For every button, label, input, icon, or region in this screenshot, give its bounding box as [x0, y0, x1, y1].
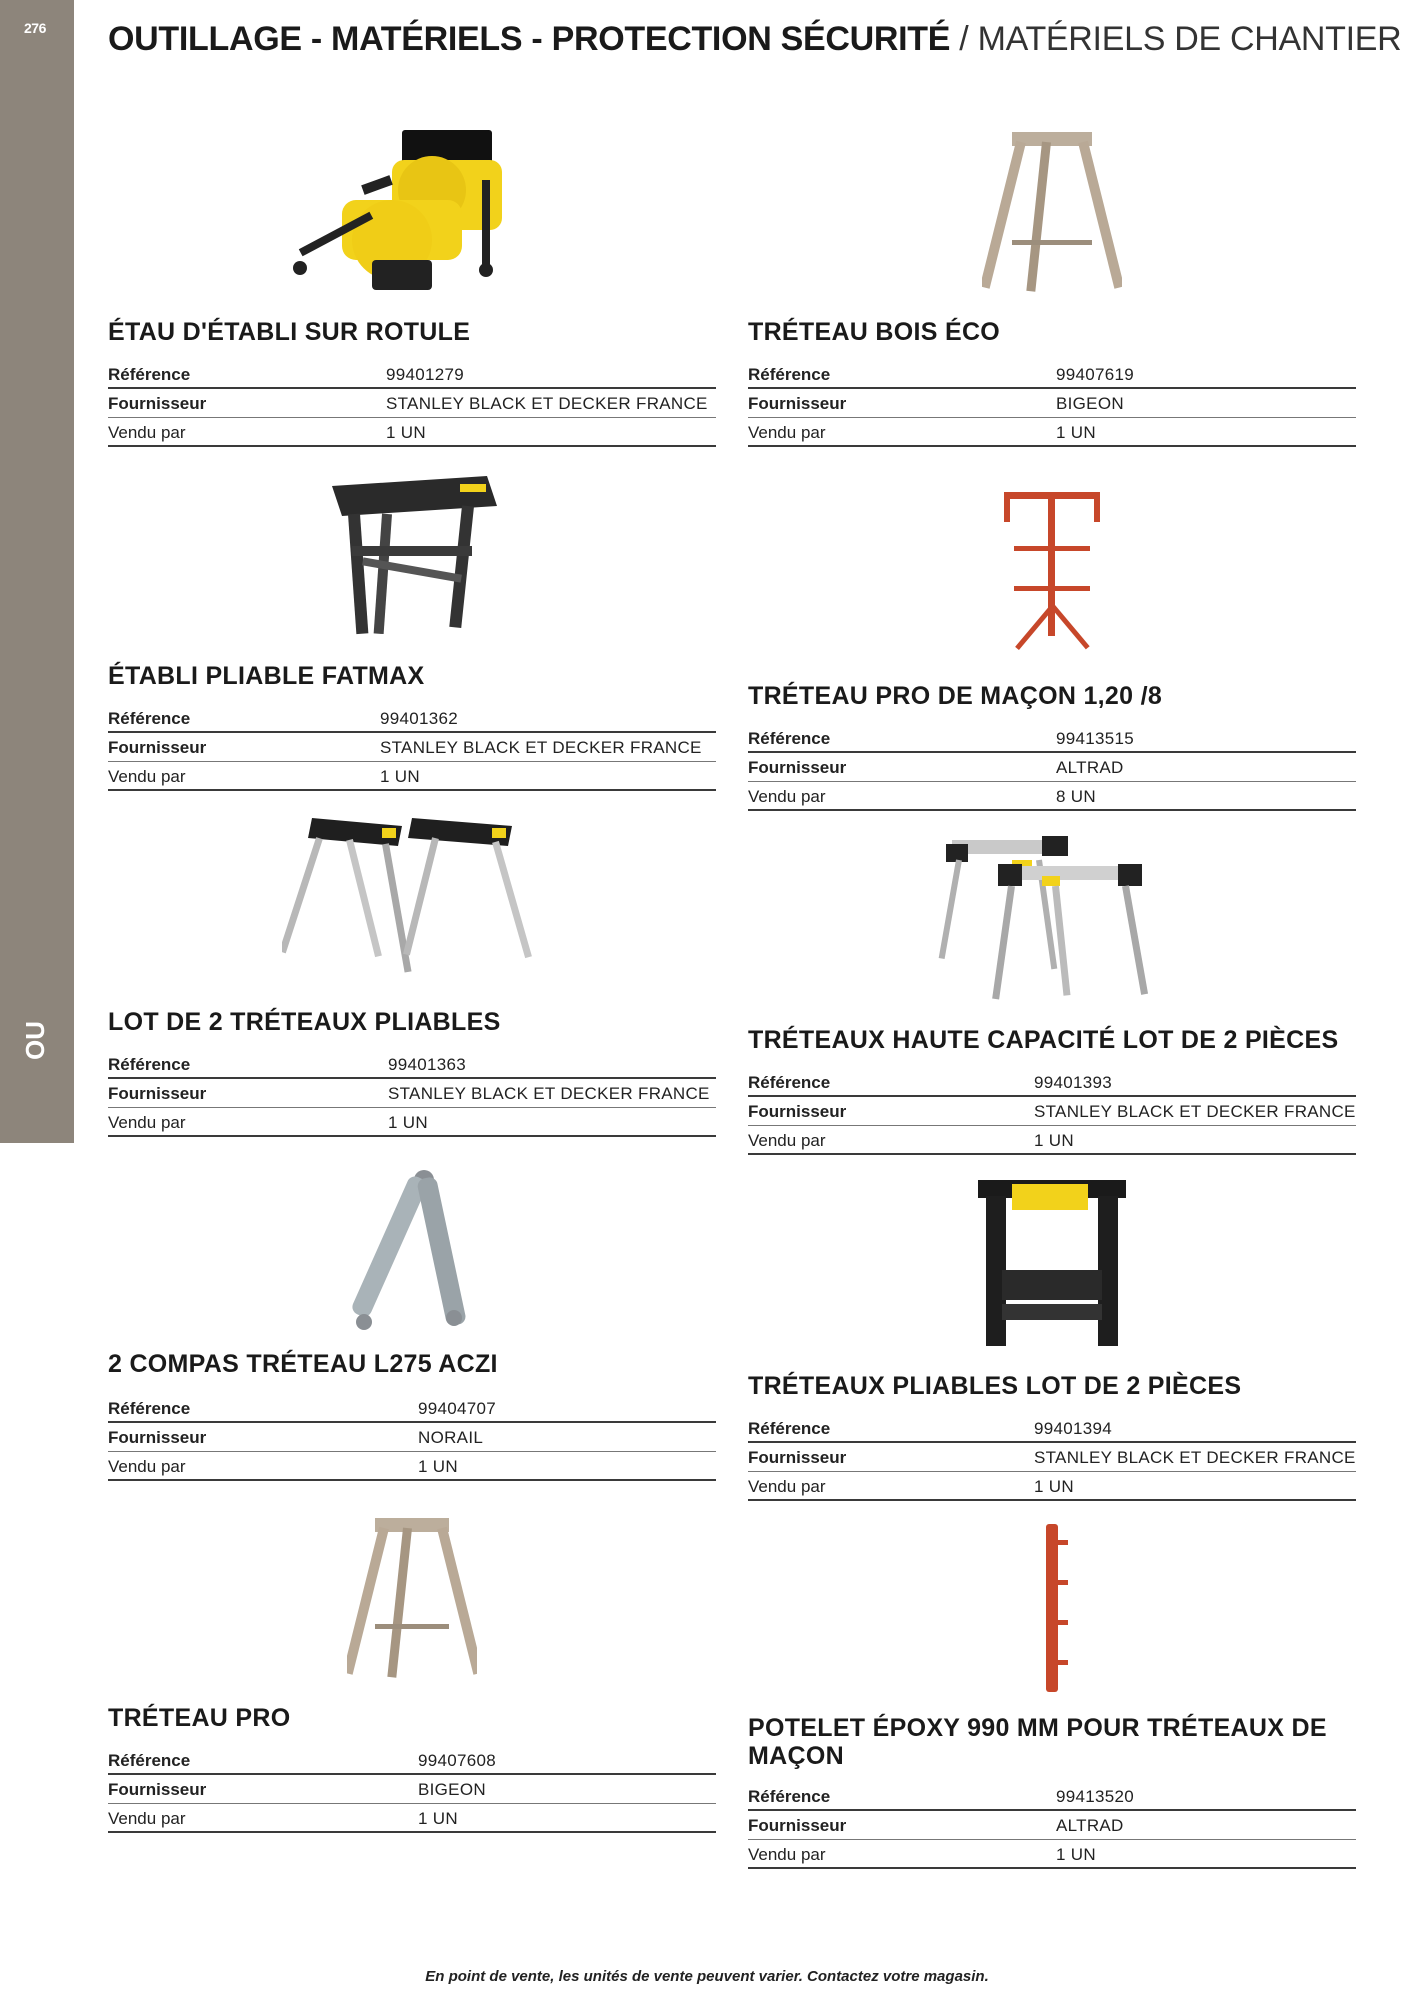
spec-row-supplier [748, 1097, 1356, 1126]
spec-table [108, 360, 716, 447]
spec-table [108, 1050, 716, 1137]
spec-value-reference: 99401362 [380, 709, 459, 728]
spec-row-supplier [108, 389, 716, 418]
product-title: TRÉTEAU PRO [108, 1704, 291, 1732]
spec-row-supplier [108, 1423, 716, 1452]
plastic-folding-trestle-icon [748, 1176, 1356, 1351]
spec-label: Référence [748, 1419, 831, 1438]
spec-label: Vendu par [748, 787, 826, 806]
spec-value-supplier: STANLEY BLACK ET DECKER FRANCE [380, 738, 702, 757]
spec-value-supplier: ALTRAD [1056, 1816, 1124, 1835]
spec-label: Référence [108, 1751, 191, 1770]
spec-label: Fournisseur [748, 1816, 847, 1835]
spec-row-sold-by [748, 418, 1356, 447]
product-card [108, 1164, 716, 1494]
spec-row-reference [108, 1050, 716, 1079]
spec-label: Référence [108, 709, 191, 728]
spec-value-supplier: STANLEY BLACK ET DECKER FRANCE [1034, 1448, 1356, 1467]
wooden-trestle-icon [748, 120, 1356, 300]
bench-vise-icon [108, 120, 716, 300]
spec-label: Vendu par [108, 1113, 186, 1132]
spec-row-reference [108, 1746, 716, 1775]
product-title: POTELET ÉPOXY 990 MM POUR TRÉTEAUX DE MAÇON [748, 1714, 1327, 1770]
spec-label: Fournisseur [108, 738, 207, 757]
product-title: ÉTABLI PLIABLE FATMAX [108, 662, 425, 690]
spec-value-sold-by: 1 UN [388, 1113, 428, 1132]
mason-trestle-icon [748, 486, 1356, 661]
spec-table [748, 1782, 1356, 1869]
spec-value-reference: 99401393 [1034, 1073, 1113, 1092]
spec-row-supplier [108, 733, 716, 762]
spec-value-reference: 99413515 [1056, 729, 1135, 748]
product-title: TRÉTEAUX PLIABLES LOT DE 2 PIÈCES [748, 1372, 1242, 1400]
product-title: LOT DE 2 TRÉTEAUX PLIABLES [108, 1008, 501, 1036]
spec-row-reference [748, 360, 1356, 389]
product-card [748, 486, 1356, 816]
product-title: TRÉTEAUX HAUTE CAPACITÉ LOT DE 2 PIÈCES [748, 1026, 1339, 1054]
spec-value-sold-by: 8 UN [1056, 787, 1096, 806]
product-title: TRÉTEAU PRO DE MAÇON 1,20 /8 [748, 682, 1163, 710]
page-title-sub: / MATÉRIELS DE CHANTIER [950, 20, 1402, 58]
spec-label: Fournisseur [748, 758, 847, 777]
spec-row-reference [748, 724, 1356, 753]
spec-label: Vendu par [108, 767, 186, 786]
side-bar [0, 0, 74, 1143]
spec-value-reference: 99401363 [388, 1055, 467, 1074]
spec-value-sold-by: 1 UN [386, 423, 426, 442]
product-title: 2 COMPAS TRÉTEAU L275 ACZI [108, 1350, 498, 1378]
spec-row-sold-by [108, 1452, 716, 1481]
spec-table [108, 1394, 716, 1481]
spec-label: Référence [108, 365, 191, 384]
spec-value-supplier: ALTRAD [1056, 758, 1124, 777]
spec-label: Référence [748, 1787, 831, 1806]
spec-label: Référence [748, 729, 831, 748]
spec-value-reference: 99404707 [418, 1399, 497, 1418]
product-card [108, 812, 716, 1142]
spec-row-sold-by [748, 1126, 1356, 1155]
spec-label: Fournisseur [108, 1428, 207, 1447]
spec-table [748, 1414, 1356, 1501]
spec-label: Vendu par [748, 1845, 826, 1864]
spec-value-sold-by: 1 UN [1034, 1131, 1074, 1150]
spec-row-reference [108, 360, 716, 389]
spec-row-supplier [108, 1775, 716, 1804]
spec-value-supplier: BIGEON [1056, 394, 1124, 413]
spec-label: Vendu par [748, 423, 826, 442]
spec-row-supplier [748, 389, 1356, 418]
spec-row-sold-by [108, 762, 716, 791]
spec-value-sold-by: 1 UN [380, 767, 420, 786]
spec-value-reference: 99401394 [1034, 1419, 1113, 1438]
spec-row-sold-by [748, 1840, 1356, 1869]
spec-value-supplier: STANLEY BLACK ET DECKER FRANCE [388, 1084, 710, 1103]
spec-row-supplier [748, 1811, 1356, 1840]
spec-label: Référence [108, 1055, 191, 1074]
spec-row-reference [108, 704, 716, 733]
spec-label: Référence [748, 365, 831, 384]
page-title [108, 20, 1401, 59]
footer-note: En point de vente, les unités de vente peuvent varier. Contactez votre magasin. [425, 1968, 989, 1985]
page-number: 276 [24, 20, 46, 36]
spec-label: Fournisseur [748, 1102, 847, 1121]
spec-table [748, 360, 1356, 447]
spec-value-supplier: BIGEON [418, 1780, 486, 1799]
spec-value-reference: 99401279 [386, 365, 465, 384]
spec-value-sold-by: 1 UN [418, 1457, 458, 1476]
spec-value-reference: 99413520 [1056, 1787, 1135, 1806]
product-card [748, 1520, 1356, 1880]
folding-workbench-icon [108, 466, 716, 641]
product-title: ÉTAU D'ÉTABLI SUR ROTULE [108, 318, 471, 346]
spec-row-sold-by [108, 1108, 716, 1137]
spec-row-sold-by [108, 418, 716, 447]
spec-label: Fournisseur [108, 1084, 207, 1103]
spec-label: Vendu par [748, 1131, 826, 1150]
spec-label: Référence [748, 1073, 831, 1092]
spec-row-reference [748, 1782, 1356, 1811]
spec-table [108, 1746, 716, 1833]
spec-label: Fournisseur [748, 394, 847, 413]
spec-label: Vendu par [108, 1457, 186, 1476]
spec-row-supplier [748, 1443, 1356, 1472]
section-tab: OU [20, 1021, 50, 1060]
spec-value-sold-by: 1 UN [1056, 423, 1096, 442]
spec-label: Vendu par [108, 423, 186, 442]
spec-label: Vendu par [108, 1809, 186, 1828]
product-title: TRÉTEAU BOIS ÉCO [748, 318, 1001, 346]
spec-label: Référence [108, 1399, 191, 1418]
product-card [748, 830, 1356, 1160]
spec-row-reference [108, 1394, 716, 1423]
spec-row-sold-by [108, 1804, 716, 1833]
spec-value-sold-by: 1 UN [1034, 1477, 1074, 1496]
spec-value-sold-by: 1 UN [1056, 1845, 1096, 1864]
spec-label: Fournisseur [108, 394, 207, 413]
spec-row-supplier [748, 753, 1356, 782]
product-card [748, 120, 1356, 450]
spec-value-supplier: STANLEY BLACK ET DECKER FRANCE [1034, 1102, 1356, 1121]
product-card [108, 466, 716, 796]
spec-label: Vendu par [748, 1477, 826, 1496]
spec-value-reference: 99407608 [418, 1751, 497, 1770]
spec-value-supplier: NORAIL [418, 1428, 484, 1447]
spec-label: Fournisseur [748, 1448, 847, 1467]
folding-sawhorses-icon [108, 812, 716, 987]
spec-value-sold-by: 1 UN [418, 1809, 458, 1828]
spec-row-reference [748, 1068, 1356, 1097]
page-title-main: OUTILLAGE - MATÉRIELS - PROTECTION SÉCURITÉ [108, 20, 951, 58]
spec-label: Fournisseur [108, 1780, 207, 1799]
product-card [108, 1508, 716, 1848]
spec-table [748, 1068, 1356, 1155]
epoxy-post-icon [748, 1520, 1356, 1696]
product-card [748, 1176, 1356, 1506]
spec-table [108, 704, 716, 791]
spec-row-sold-by [748, 782, 1356, 811]
wooden-trestle-icon [108, 1508, 716, 1688]
heavy-duty-sawhorses-icon [748, 830, 1356, 1005]
spec-value-reference: 99407619 [1056, 365, 1135, 384]
trestle-hinge-icon [108, 1164, 716, 1344]
spec-row-supplier [108, 1079, 716, 1108]
spec-table [748, 724, 1356, 811]
spec-row-reference [748, 1414, 1356, 1443]
spec-value-supplier: STANLEY BLACK ET DECKER FRANCE [386, 394, 708, 413]
product-card [108, 120, 716, 450]
spec-row-sold-by [748, 1472, 1356, 1501]
